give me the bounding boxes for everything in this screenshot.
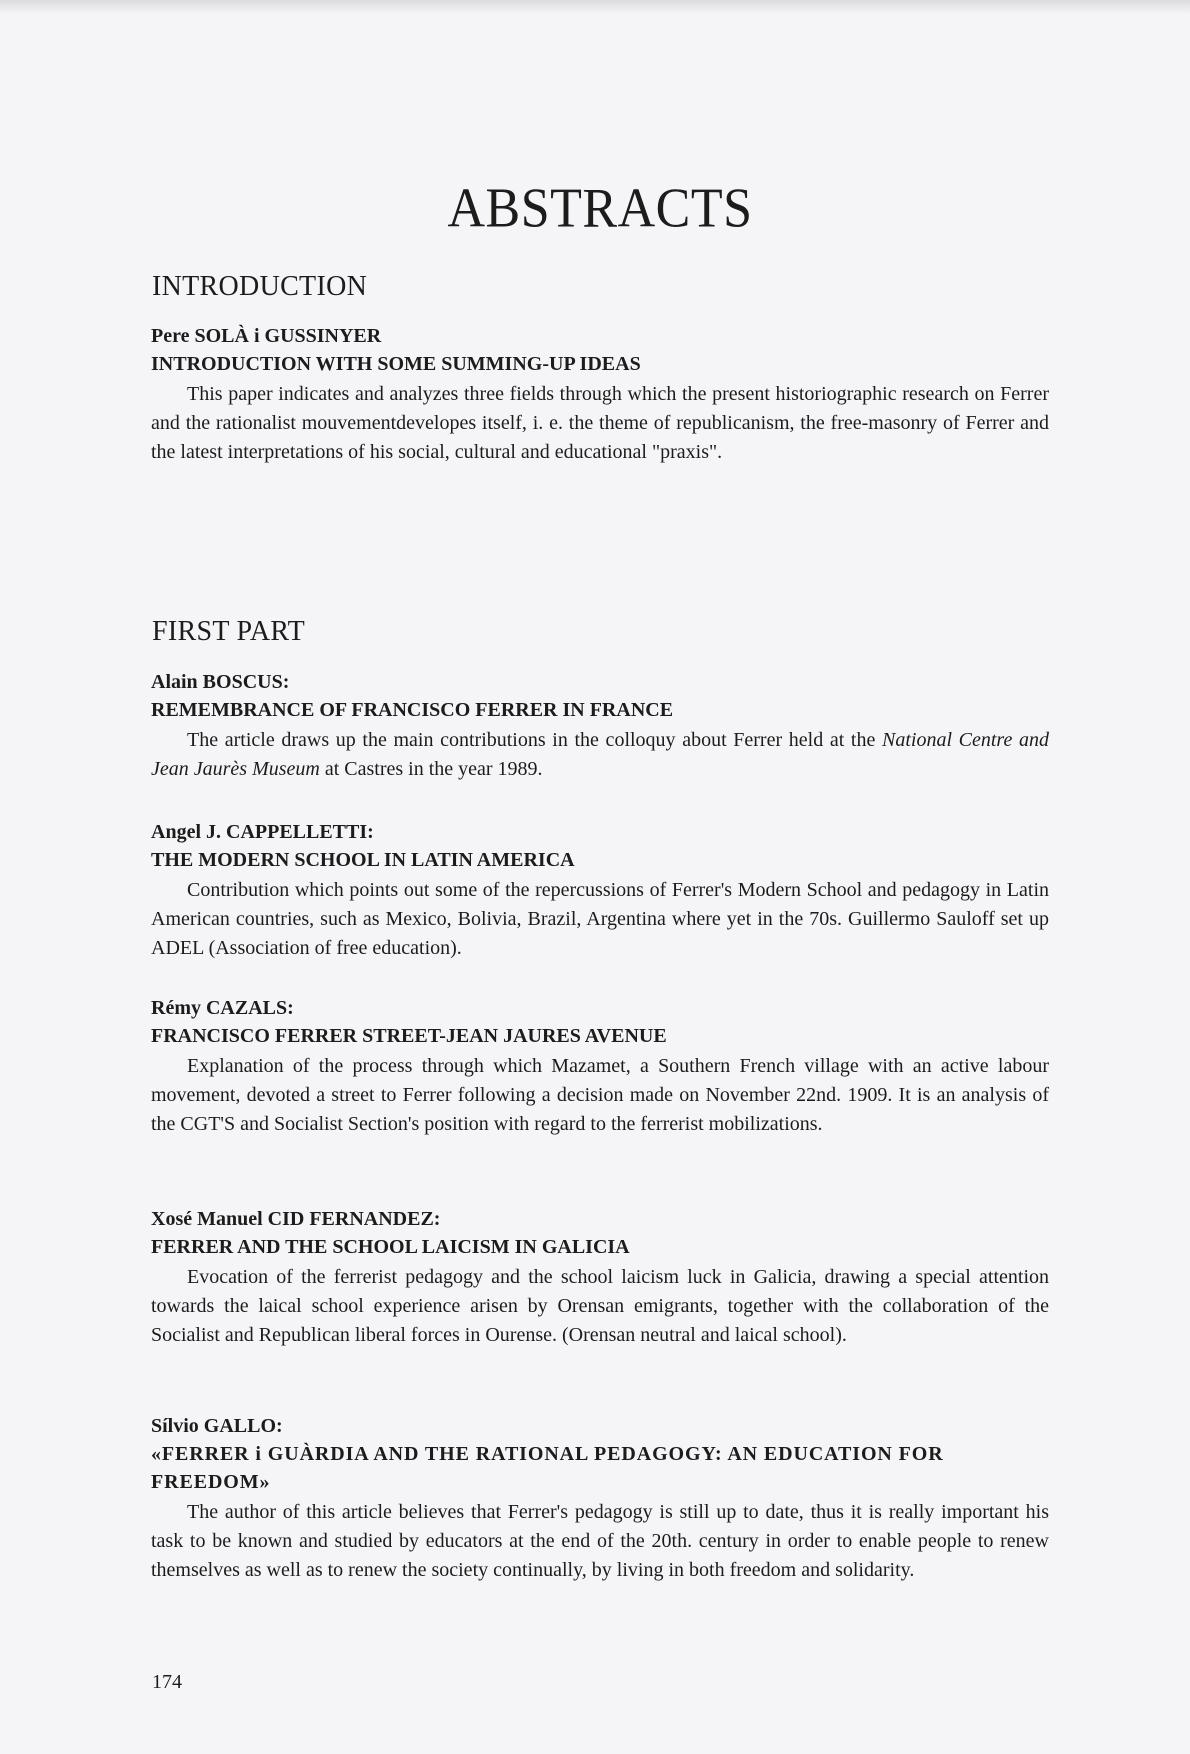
entry-abstract: Explanation of the process through which Mazamet, a Southern French village with an active labour movement, devoted a street to Ferrer following a decision made on November 22nd. 1909. It is an analysis of the CGT'S and Socialist Section's position with regard to the ferrerist mobilizations. xyxy=(151,1055,1049,1135)
entry-abstract: Contribution which points out some of the repercussions of Ferrer's Modern School and pedagogy in Latin American countries, such as Mexico, Bolivia, Brazil, Argentina where yet in the 70s. Guillermo Sauloff set up ADEL (Association of free education). xyxy=(151,879,1049,959)
entry-abstract xyxy=(151,726,1049,784)
entry-title: FRANCISCO FERRER STREET-JEAN JAURES AVENUE xyxy=(151,1025,667,1047)
entry-title: «FERRER i GUÀRDIA AND THE RATIONAL PEDAGOGY: AN EDUCATION FOR FREEDOM» xyxy=(151,1443,944,1493)
section-heading-first-part: FIRST PART xyxy=(152,616,306,647)
abstract-italic-text: National Centre and Jean Jaurès Museum xyxy=(151,729,1049,780)
section-heading-introduction: INTRODUCTION xyxy=(152,271,368,302)
page-number: 174 xyxy=(152,1671,182,1693)
abstract-entry-boscus xyxy=(151,668,1049,784)
abstract-text: The article draws up the main contributions in the colloquy about Ferrer held at the xyxy=(187,729,882,751)
entry-author: Rémy CAZALS: xyxy=(151,997,294,1019)
page-edge-shadow xyxy=(0,0,1190,14)
entry-abstract: This paper indicates and analyzes three fields through which the present historiographic research on Ferrer and the rationalist mouvementdevelopes itself, i. e. the theme of republicanism, the free-masonry of Ferrer and the latest interpretations of his social, cultural and educational "praxis". xyxy=(151,383,1049,463)
abstract-text: at Castres in the year 1989. xyxy=(319,758,543,780)
entry-author: Sílvio GALLO: xyxy=(151,1415,283,1437)
entry-abstract: The author of this article believes that Ferrer's pedagogy is still up to date, thus it is really important his task to be known and studied by educators at the end of the 20th. century in order to enable people to renew themselves as well as to renew the society continually, by living in both freedom and solidarity. xyxy=(151,1501,1049,1581)
entry-title: FERRER AND THE SCHOOL LAICISM IN GALICIA xyxy=(151,1236,630,1258)
entry-title: INTRODUCTION WITH SOME SUMMING-UP IDEAS xyxy=(151,353,641,375)
entry-author: Angel J. CAPPELLETTI: xyxy=(151,821,374,843)
page-title: ABSTRACTS xyxy=(447,177,753,240)
abstract-entry-cid-fernandez xyxy=(151,1205,1049,1350)
abstract-entry-cazals xyxy=(151,994,1049,1139)
abstract-entry-gallo xyxy=(151,1412,1049,1585)
abstract-entry-cappelletti xyxy=(151,818,1049,963)
abstract-entry-sola xyxy=(151,322,1049,467)
entry-author: Xosé Manuel CID FERNANDEZ: xyxy=(151,1208,441,1230)
entry-abstract: Evocation of the ferrerist pedagogy and the school laicism luck in Galicia, drawing a special attention towards the laical school experience arisen by Orensan emigrants, together with the collaboration of the Socialist and Republican liberal forces in Ourense. (Orensan neutral and laical school). xyxy=(151,1266,1049,1346)
entry-author: Pere SOLÀ i GUSSINYER xyxy=(151,325,382,347)
entry-title: REMEMBRANCE OF FRANCISCO FERRER IN FRANCE xyxy=(151,699,674,721)
entry-title: THE MODERN SCHOOL IN LATIN AMERICA xyxy=(151,849,575,871)
entry-author: Alain BOSCUS: xyxy=(151,671,290,693)
